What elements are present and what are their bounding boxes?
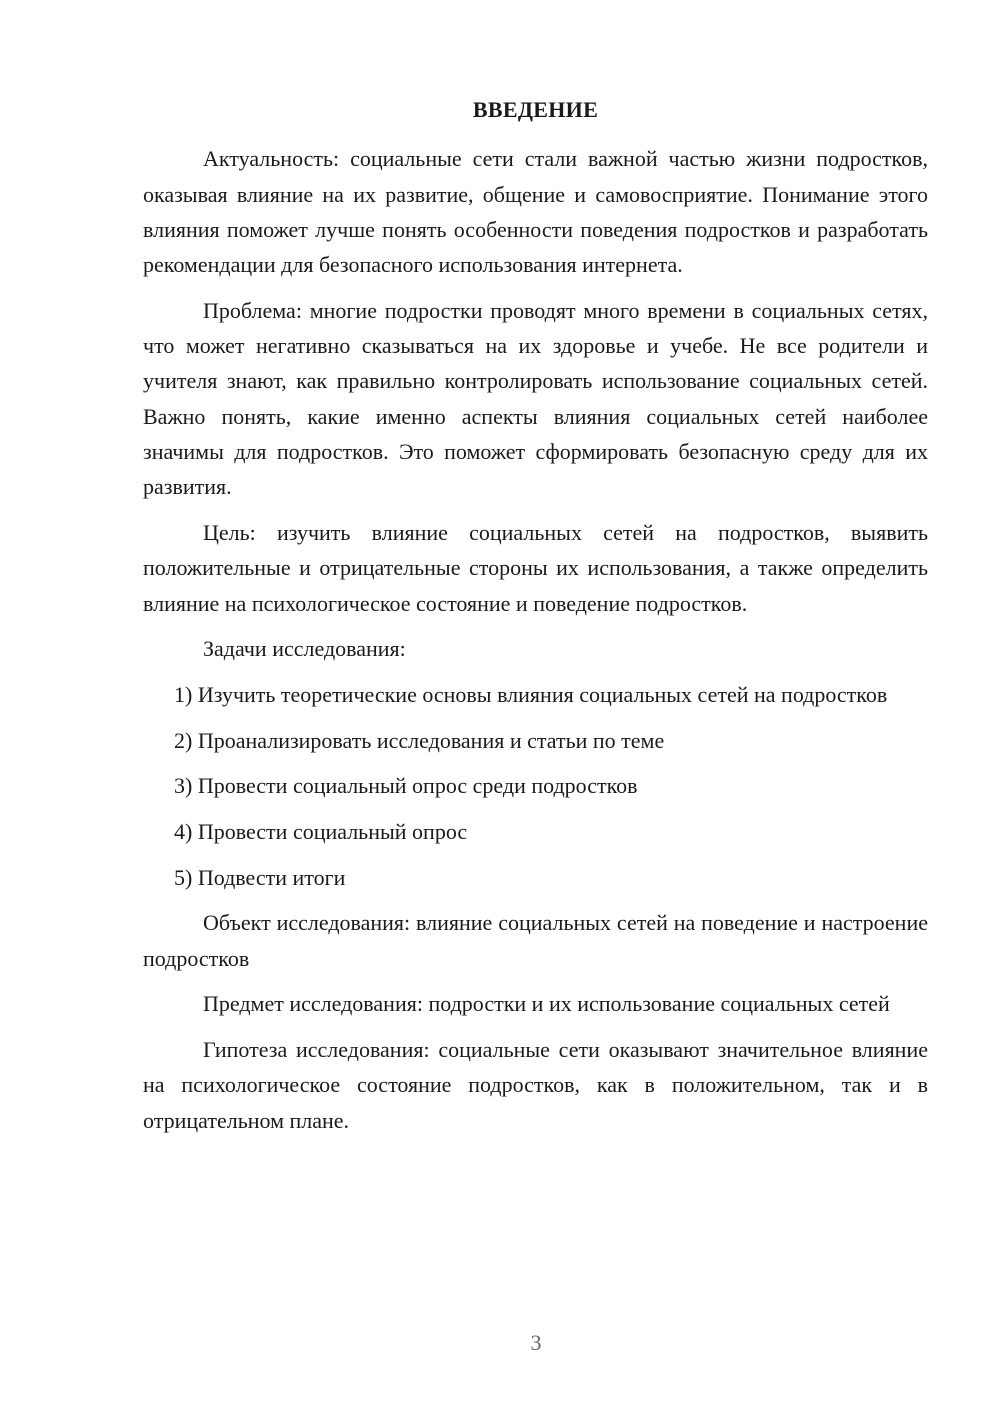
paragraph-relevance: Актуальность: социальные сети стали важной частью жизни подростков, оказывая влияние на их развитие, общение и самовосприятие. Понимание этого влияния поможет лучше понять особенности поведения подростков и разработать рекомендации для безопасного использования интернета. xyxy=(143,146,928,278)
document-page xyxy=(143,92,928,1148)
task-item-1: 1) Изучить теоретические основы влияния социальных сетей на подростков xyxy=(174,682,888,708)
page-title: ВВЕДЕНИЕ xyxy=(472,97,599,122)
paragraph-goal: Цель: изучить влияние социальных сетей на подростков, выявить положительные и отрицательные стороны их использования, а также определить влияние на психологическое состояние и поведение подростков. xyxy=(143,520,928,616)
paragraph-subject: Предмет исследования: подростки и их использование социальных сетей xyxy=(203,991,890,1017)
task-item-5: 5) Подвести итоги xyxy=(174,864,346,890)
task-item-2: 2) Проанализировать исследования и статьи по теме xyxy=(174,727,665,753)
paragraph-problem: Проблема: многие подростки проводят много времени в социальных сетях, что может негативно сказываться на их здоровье и учебе. Не все родители и учителя знают, как правильно контролировать использование социальных сетей. Важно понять, какие именно аспекты влияния социальных сетей наиболее значимы для подростков. Это поможет сформировать безопасную среду для их развития. xyxy=(143,297,928,500)
task-item-3: 3) Провести социальный опрос среди подростков xyxy=(174,773,638,799)
paragraph-tasks-heading: Задачи исследования: xyxy=(203,636,406,662)
paragraph-hypothesis: Гипотеза исследования: социальные сети оказывают значительное влияние на психологическое состояние подростков, как в положительном, так и в отрицательном плане. xyxy=(143,1037,928,1133)
page-number: 3 xyxy=(530,1330,542,1355)
paragraph-object: Объект исследования: влияние социальных сетей на поведение и настроение подростков xyxy=(143,910,928,971)
task-item-4: 4) Провести социальный опрос xyxy=(174,819,468,845)
